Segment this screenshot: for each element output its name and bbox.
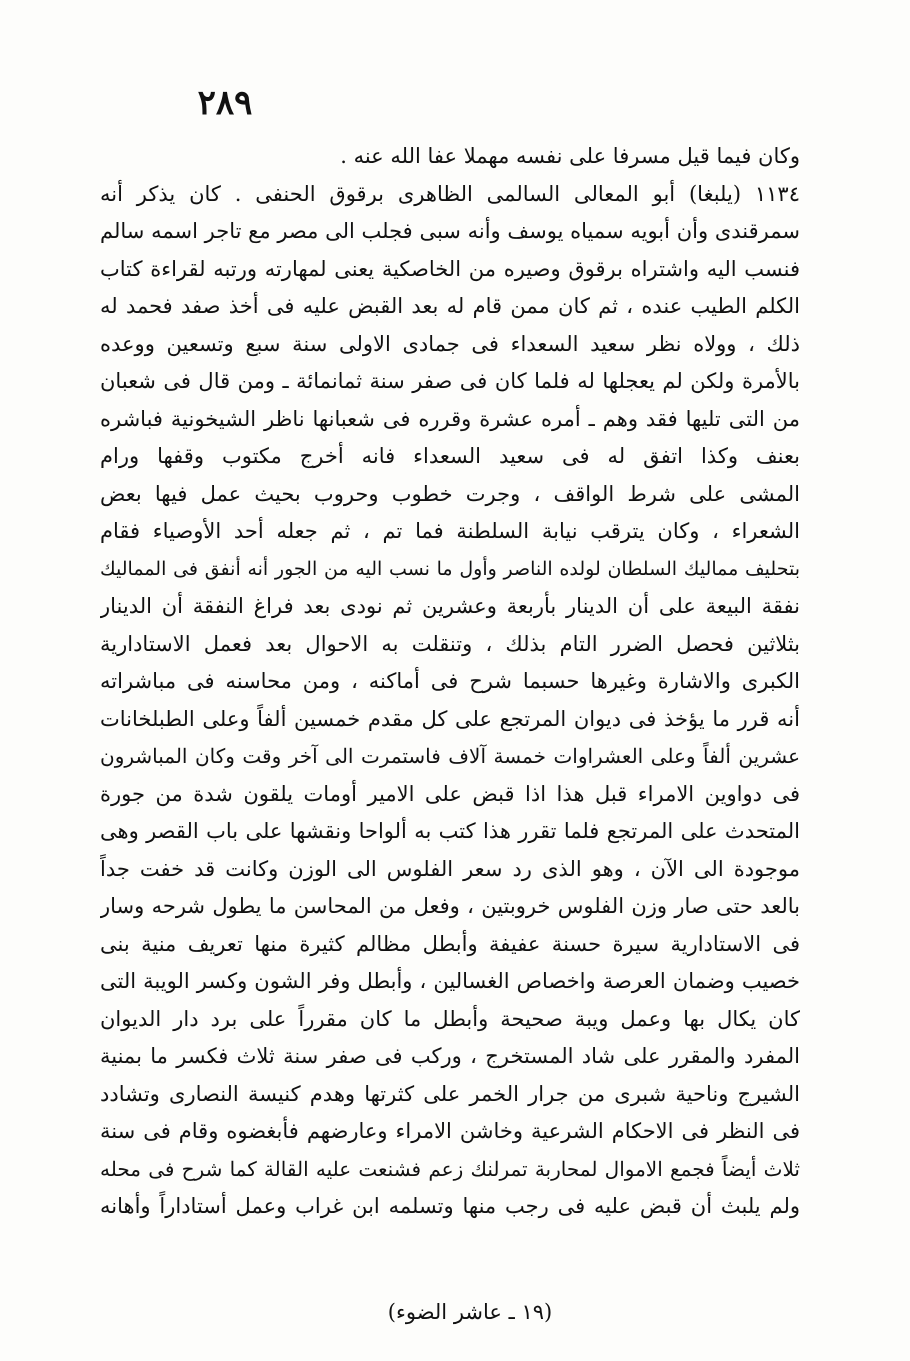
text-line: نفقة البيعة على أن الدينار بأربعة وعشرين ثم نودى بعد فراغ النفقة أن الدينار	[100, 594, 800, 618]
text-line: فى الاستادارية سيرة حسنة عفيفة وأبطل مظالم كثيرة منها تعريف منية بنى	[100, 931, 800, 956]
text-line: ١١٣٤ (يلبغا) أبو المعالى السالمى الظاهرى برقوق الحنفى . كان يذكر أنه	[100, 181, 800, 206]
text-line: ثلاث أيضاً فجمع الاموال لمحاربة تمرلنك زعم فشنعت عليه القالة كما شرح فى محله	[100, 1156, 800, 1181]
page-footer: (١٩ ـ عاشر الضوء)	[387, 1300, 553, 1324]
text-line: الكبرى والاشارة وغيرها حسبما شرح فى أماكنه ، ومن محاسنه فى مباشراته	[100, 669, 800, 693]
text-line: فى النظر فى الاحكام الشرعية وخاشن الامراء وعارضهم فأبغضوه وقام فى سنة	[100, 1119, 800, 1143]
text-line: أنه قرر ما يؤخذ فى ديوان المرتجع على كل مقدم خمسين ألفاً وعلى الطبلخانات	[100, 706, 800, 731]
text-line: ذلك ، وولاه نظر سعيد السعداء فى جمادى الاولى سنة سبع وتسعين ووعده	[100, 331, 800, 356]
text-line: كان يكال بها وعمل ويبة صحيحة وأبطل ما كان مقرراً على برد دار الديوان	[100, 1006, 800, 1031]
text-line: بثلاثين فحصل الضرر التام بذلك ، وتنقلت به الاحوال بعد فعمل الاستادارية	[100, 631, 800, 656]
text-line: بالأمرة ولكن لم يعجلها له فلما كان فى صفر سنة ثمانمائة ـ ومن قال فى شعبان	[100, 369, 800, 393]
page-number: ٢٨٩	[197, 83, 253, 123]
text-line: الكلم الطيب عنده ، ثم كان ممن قام له بعد القبض عليه فى أخذ صفد فحمد له	[100, 294, 800, 318]
body-text	[100, 138, 800, 1226]
text-line: فنسب اليه واشتراه برقوق وصيره من الخاصكية يعنى لمهارته ورتبه لقراءة كتاب	[100, 256, 800, 281]
text-line: الشيرج وناحية شبرى من جرار الخمر على كثرتها وهدم كنيسة النصارى وتشادد	[100, 1081, 800, 1106]
text-line: وكان فيما قيل مسرفا على نفسه مهملا عفا الله عنه .	[340, 144, 800, 168]
text-line: خصيب وضمان العرصة واخصاص الغسالين ، وأبطل وفر الشون وكسر الويبة التى	[100, 969, 800, 993]
text-line: المشى على شرط الواقف ، وجرت خطوب وحروب بحيث عمل فيها بعض	[100, 481, 800, 506]
text-line: ولم يلبث أن قبض عليه فى رجب منها وتسلمه ابن غراب وعمل أستاداراً وأهانه	[100, 1194, 800, 1218]
text-line: من التى تليها فقد وهم ـ أمره عشرة وقرره فى شعبانها ناظر الشيخونية فباشره	[100, 406, 800, 431]
text-line: المفرد والمقرر على شاد المستخرج ، وركب فى صفر سنة ثلاث فكسر ما بمنية	[100, 1044, 800, 1068]
text-line: سمرقندى وأن أبويه سمياه يوسف وأنه سبى فجلب الى مصر مع تاجر اسمه سالم	[100, 219, 800, 243]
text-line: عشرين ألفاً وعلى العشراوات خمسة آلاف فاستمرت الى آخر وقت وكان المباشرون	[100, 744, 800, 768]
text-line: بالعد حتى صار وزن الفلوس خروبتين ، وفعل من المحاسن ما يطول شرحه وسار	[100, 894, 800, 918]
text-line: المتحدث على المرتجع فلما تقرر هذا كتب به ألواحا ونقشها على باب القصر وهى	[100, 819, 800, 843]
text-line: بتحليف مماليك السلطان لولده الناصر وأول ما نسب اليه من الجور أنه أنفق فى المماليك	[100, 557, 800, 580]
text-line: موجودة الى الآن ، وهو الذى رد سعر الفلوس الى الوزن وكانت قد خفت جداً	[100, 856, 800, 881]
text-line: فى دواوين الامراء قبل هذا اذا قبض على الامير أومات يلقون شدة من جورة	[100, 781, 800, 806]
text-line: الشعراء ، وكان يترقب نيابة السلطنة فما تم ، ثم جعله أحد الأوصياء فقام	[100, 519, 800, 543]
text-line: بعنف وكذا اتفق له فى سعيد السعداء فانه أخرج مكتوب وقفها ورام	[100, 444, 800, 468]
